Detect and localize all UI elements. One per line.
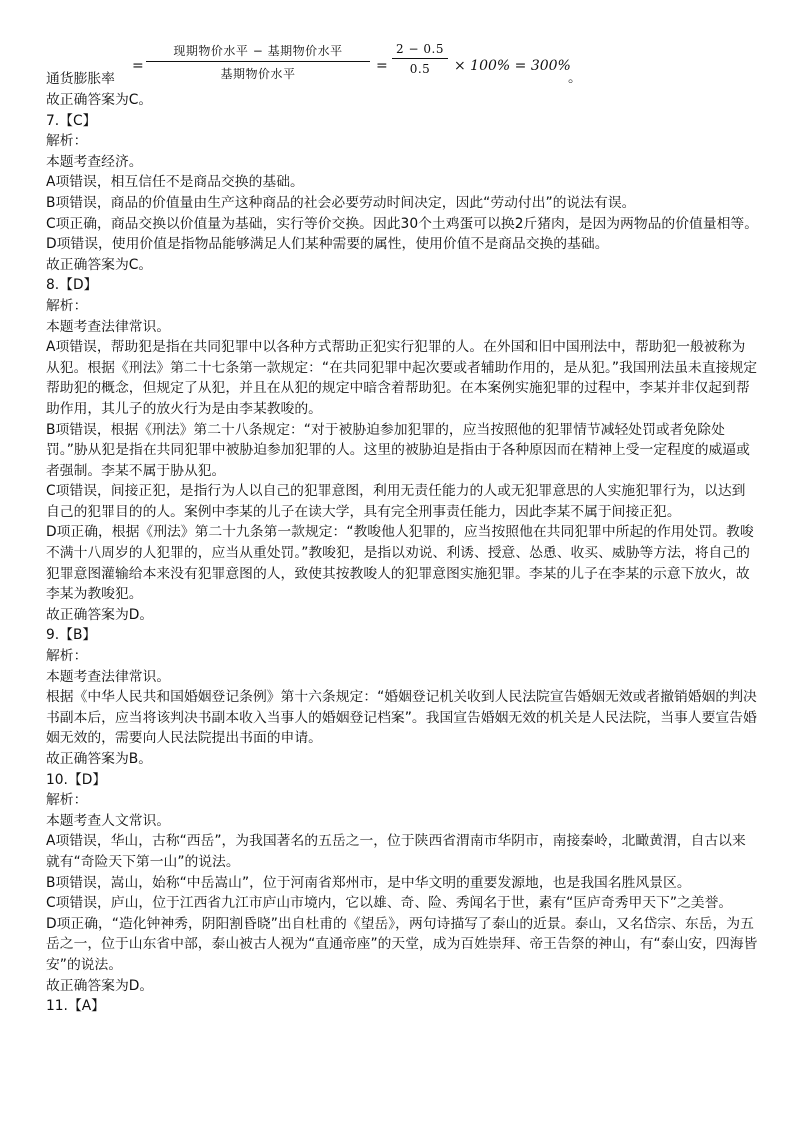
option-c-explanation: C项错误，庐山，位于江西省九江市庐山市境内，它以雄、奇、险、秀闻名于世，素有“匡庐奇秀甲天下”之美誉。 xyxy=(46,895,733,912)
explanation-paragraph: 根据《中华人民共和国婚姻登记条例》第十六条规定：“婚姻登记机关收到人民法院宣告婚姻无效或者撤销婚姻的判决书副本后，应当将该判决书副本收入当事人的婚姻登记档案”。我国宣告婚姻无效的机关是人民法院，当事人要宣告婚姻无效的，需要向人民法院提出书面的申请。 xyxy=(46,689,757,747)
document-page xyxy=(46,40,758,1017)
formula-numerator-2: 2 − 0.5 xyxy=(392,42,448,59)
topic-line: 本题考查法律常识。 xyxy=(46,668,171,685)
answer-line: 故正确答案为D。 xyxy=(46,606,154,623)
question-number: 11.【A】 xyxy=(46,998,105,1015)
analysis-label: 解析： xyxy=(46,792,88,809)
answer-line: 故正确答案为C。 xyxy=(46,256,153,273)
option-c-explanation: C项错误，间接正犯，是指行为人以自己的犯罪意图，利用无责任能力的人或无犯罪意思的人实施犯罪行为，以达到自己的犯罪目的的人。案例中李某的儿子在读大学，具有完全刑事责任能力，因此李某不属于间接正犯。 xyxy=(46,483,746,520)
option-a-explanation: A项错误，相互信任不是商品交换的基础。 xyxy=(46,174,304,191)
question-number: 7.【C】 xyxy=(46,112,97,129)
option-b-explanation: B项错误，根据《刑法》第二十八条规定：“对于被胁迫参加犯罪的，应当按照他的犯罪情节减轻处罚或者免除处罚。”胁从犯是指在共同犯罪中被胁迫参加犯罪的人。这里的被胁迫是指由于各种原因而在精神上受一定程度的威逼或者强制。李某不属于胁从犯。 xyxy=(46,421,750,479)
formula-fraction-2 xyxy=(392,42,448,76)
formula-equals-2: = xyxy=(376,58,388,74)
formula-label: 通货膨胀率 xyxy=(46,71,115,87)
analysis-label: 解析： xyxy=(46,297,88,314)
topic-line: 本题考查经济。 xyxy=(46,153,143,170)
formula-fraction-1 xyxy=(146,42,370,82)
option-b-explanation: B项错误，嵩山，始称“中岳嵩山”，位于河南省郑州市，是中华文明的重要发源地，也是我国名胜风景区。 xyxy=(46,874,691,891)
question-number: 8.【D】 xyxy=(46,277,98,294)
formula-equals-1: = xyxy=(132,58,144,74)
question-number: 10.【D】 xyxy=(46,771,107,788)
formula-denominator-2: 0.5 xyxy=(409,62,431,76)
answer-line: 故正确答案为D。 xyxy=(46,977,154,994)
option-d-explanation: D项错误，使用价值是指物品能够满足人们某种需要的属性，使用价值不是商品交换的基础。 xyxy=(46,236,609,253)
topic-line: 本题考查法律常识。 xyxy=(46,318,171,335)
answer-line: 故正确答案为C。 xyxy=(46,92,153,108)
option-c-explanation: C项正确，商品交换以价值量为基础，实行等价交换。因此30个土鸡蛋可以换2斤猪肉，是因为两物品的价值量相等。 xyxy=(46,215,759,232)
option-d-explanation: D项正确，根据《刑法》第二十九条第一款规定：“教唆他人犯罪的，应当按照他在共同犯罪中所起的作用处罚。教唆不满十八周岁的人犯罪的，应当从重处罚。”教唆犯，是指以劝说、利诱、授意、怂恿、收买、威胁等方法，将自己的犯罪意图灌输给本来没有犯罪意图的人，致使其按教唆人的犯罪意图实施犯罪。李某的儿子在李某的示意下放火，故李某为教唆犯。 xyxy=(46,524,754,603)
analysis-label: 解析： xyxy=(46,648,88,665)
option-b-explanation: B项错误，商品的价值量由生产这种商品的社会必要劳动时间决定，因此“劳动付出”的说法有误。 xyxy=(46,194,636,211)
answer-line: 故正确答案为B。 xyxy=(46,751,153,767)
question-number: 9.【B】 xyxy=(46,627,97,644)
formula-numerator: 现期物价水平 − 基期物价水平 xyxy=(146,42,370,62)
formula-period: 。 xyxy=(568,70,582,86)
analysis-label: 解析： xyxy=(46,133,88,150)
inflation-formula xyxy=(46,42,758,90)
option-a-explanation: A项错误，华山，古称“西岳”，为我国著名的五岳之一，位于陕西省渭南市华阴市，南接秦岭，北瞰黄渭，自古以来就有“奇险天下第一山”的说法。 xyxy=(46,833,746,870)
option-a-explanation: A项错误，帮助犯是指在共同犯罪中以各种方式帮助正犯实行犯罪的人。在外国和旧中国刑法中，帮助犯一般被称为从犯。根据《刑法》第二十七条第一款规定：“在共同犯罪中起次要或者辅助作用的，是从犯。”我国刑法虽未直接规定帮助犯的概念，但规定了从犯，并且在从犯的规定中暗含着帮助犯。在本案例实施犯罪的过程中，李某并非仅起到帮助作用，其儿子的放火行为是由李某教唆的。 xyxy=(46,339,758,417)
formula-result: × 100% = 300% xyxy=(454,58,571,74)
option-d-explanation: D项正确，“造化钟神秀，阴阳割昏晓”出自杜甫的《望岳》，两句诗描写了泰山的近景。泰山，又名岱宗、东岳，为五岳之一，位于山东省中部，泰山被古人视为“直通帝座”的天堂，成为百姓崇拜、帝王告祭的神山，有“泰山安，四海皆安”的说法。 xyxy=(46,915,758,973)
formula-denominator: 基期物价水平 xyxy=(220,67,296,81)
topic-line: 本题考查人文常识。 xyxy=(46,812,171,829)
